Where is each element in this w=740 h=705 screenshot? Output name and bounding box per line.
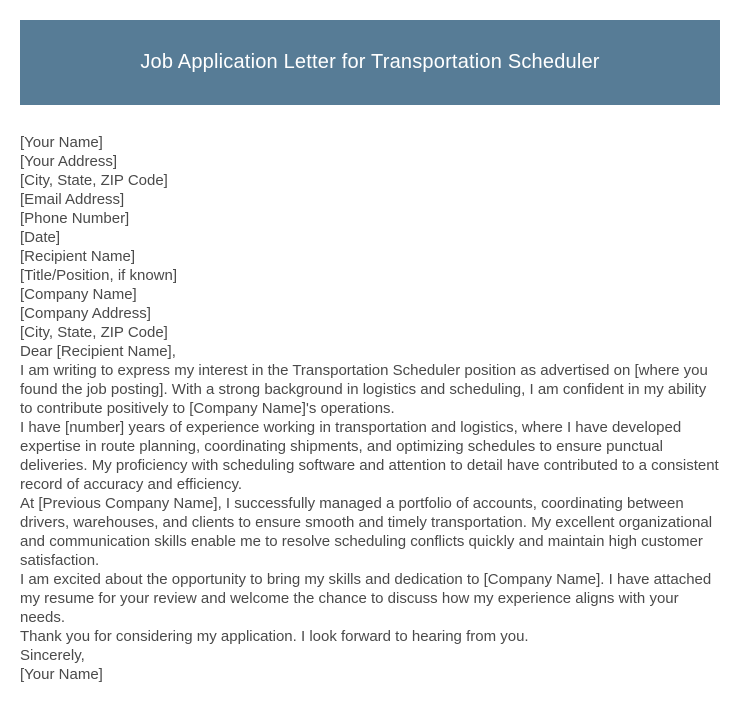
letter-line-company-name: [Company Name] (20, 286, 137, 303)
letter-line-your-name: [Your Name] (20, 134, 103, 151)
letter-line-company-city-state-zip: [City, State, ZIP Code] (20, 324, 168, 341)
letter-line-email-address: [Email Address] (20, 191, 125, 208)
letter-line-phone-number: [Phone Number] (20, 210, 130, 227)
letter-paragraph-thank-you: Thank you for considering my application. I look forward to hearing from you. (20, 628, 529, 645)
letter-line-date: [Date] (20, 229, 61, 246)
letter-body (20, 133, 720, 684)
letter-line-title-position: [Title/Position, if known] (20, 267, 178, 284)
letter-line-city-state-zip: [City, State, ZIP Code] (20, 172, 168, 189)
letter-salutation: Dear [Recipient Name], (20, 343, 176, 360)
letter-paragraph-experience: I have [number] years of experience working in transportation and logistics, where I have developed expertise in route planning, coordinating shipments, and optimizing schedules to ensure punctual deliveries. My proficiency with scheduling software and attention to detail have contributed to a consistent record of accuracy and efficiency. (20, 419, 719, 493)
letter-signature: [Your Name] (20, 666, 103, 683)
letter-line-recipient-name: [Recipient Name] (20, 248, 136, 265)
letter-paragraph-excited: I am excited about the opportunity to bring my skills and dedication to [Company Name]. I have attached my resume for your review and welcome the chance to discuss how my experience aligns with your needs. (20, 571, 712, 626)
letter-paragraph-intro: I am writing to express my interest in the Transportation Scheduler position as advertised on [where you found the job posting]. With a strong background in logistics and scheduling, I am confident in my ability to contribute positively to [Company Name]'s operations. (20, 362, 708, 417)
letter-closing: Sincerely, (20, 647, 85, 664)
letter-line-your-address: [Your Address] (20, 153, 118, 170)
letter-paragraph-previous-company: At [Previous Company Name], I successfully managed a portfolio of accounts, coordinating between drivers, warehouses, and clients to ensure smooth and timely transportation. My excellent organizational and communication skills enable me to resolve scheduling conflicts quickly and maintain high customer satisfaction. (20, 495, 713, 569)
header-banner (20, 20, 720, 105)
page-title: Job Application Letter for Transportation Scheduler (140, 51, 600, 73)
letter-line-company-address: [Company Address] (20, 305, 151, 322)
